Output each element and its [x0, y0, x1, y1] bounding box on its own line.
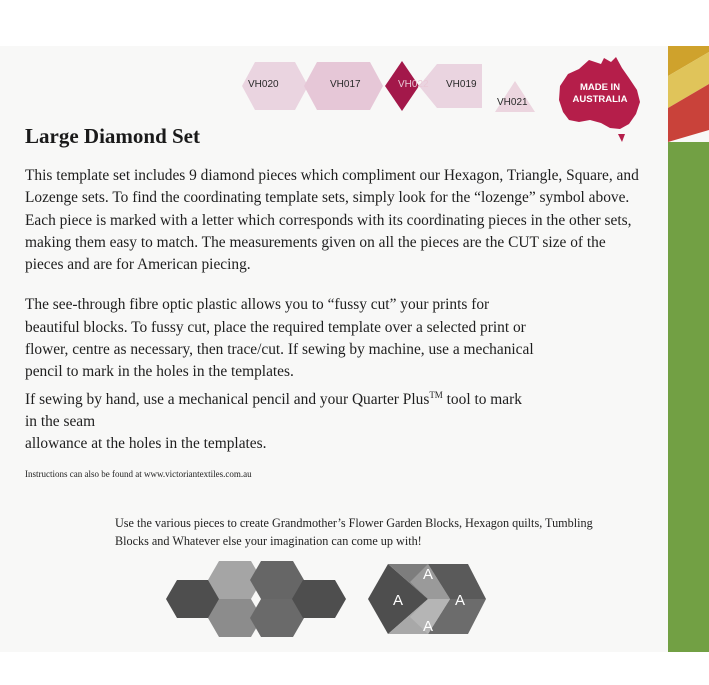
page-title: Large Diamond Set: [25, 124, 200, 148]
intro-paragraph: This template set includes 9 diamond pieces which compliment our Hexagon, Triangle, Square, and Lozenge sets. To find the coordinating template sets, simply look for the “lozenge” symbol above. Each piece is marked with a letter which corresponds with its coordinating pieces in the other sets, making them easy to match. The measurements given on all the pieces are the CUT size of the pieces and are for American piecing.: [25, 167, 639, 274]
decorative-side-band: [668, 46, 709, 652]
template-code-vh021: VH021: [497, 97, 528, 108]
template-code-vh017: VH017: [330, 79, 361, 90]
fussy-cut-line-2: beautiful blocks. To fussy cut, place the required template over a selected print or: [25, 318, 526, 336]
hand-sewing-line-2: in the seam: [25, 413, 96, 431]
piece-letter-bottom: A: [422, 618, 434, 635]
trademark-mark: TM: [429, 389, 443, 400]
australia-label: AUSTRALIA: [572, 94, 628, 105]
hand-sewing-line-3: allowance at the holes in the templates.: [25, 435, 267, 453]
catalog-page: [0, 46, 709, 652]
hexagon-cluster-example: [166, 561, 346, 637]
usage-suggestion: Use the various pieces to create Grandmother’s Flower Garden Blocks, Hexagon quilts, Tumbling Blocks and Whatever else your imagination can come up with!: [115, 516, 593, 548]
website-note: Instructions can also be found at www.victoriantextiles.com.au: [25, 469, 252, 479]
template-code-vh019: VH019: [446, 79, 477, 90]
piece-letter-left: A: [392, 592, 404, 609]
piece-letter-top: A: [422, 566, 434, 583]
fussy-cut-paragraph: [25, 294, 645, 455]
example-blocks-illustration: [160, 551, 500, 646]
template-code-vh022: VH022: [398, 79, 429, 90]
fussy-cut-line-4: pencil to mark in the holes in the templates.: [25, 363, 294, 381]
piece-letter-right: A: [454, 592, 466, 609]
hand-sewing-line-1-end: tool to mark: [442, 390, 522, 408]
made-in-label: MADE IN: [579, 82, 621, 93]
made-in-australia-badge: [554, 54, 644, 146]
hand-sewing-line-1: If sewing by hand, use a mechanical pencil and your Quarter Plus: [25, 390, 430, 408]
fussy-cut-line-1: The see-through fibre optic plastic allows you to “fussy cut” your prints for: [25, 296, 490, 314]
description-body: [25, 165, 645, 456]
template-code-vh020: VH020: [248, 79, 279, 90]
fussy-cut-line-3: flower, centre as necessary, then trace/cut. If sewing by machine, use a mechanical: [25, 341, 534, 359]
diamond-hexagon-example: [368, 564, 486, 635]
